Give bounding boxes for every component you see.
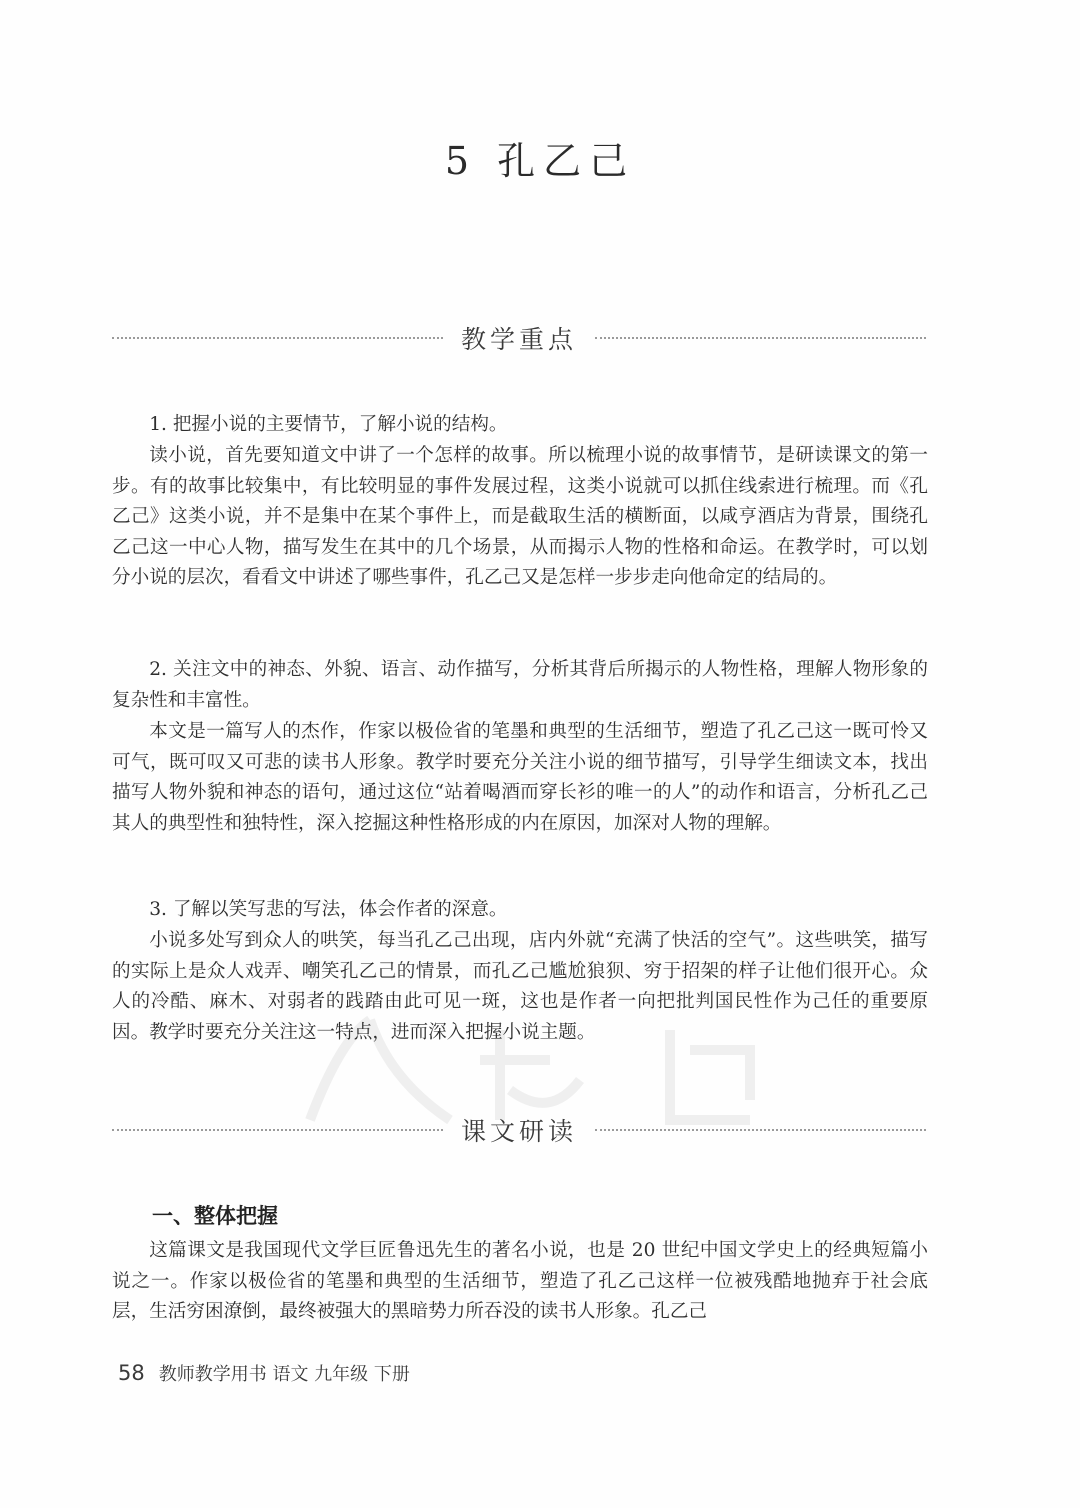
subheading-overall-grasp: 一、整体把握 (152, 1204, 278, 1228)
book-title: 教师教学用书 语文 九年级 下册 (158, 1364, 410, 1385)
section-heading-teaching-focus (112, 318, 926, 358)
study-body: 这篇课文是我国现代文学巨匠鲁迅先生的著名小说，也是 20 世纪中国文学史上的经典短篇小说之一。作家以极俭省的笔墨和典型的生活细节，塑造了孔乙己这样一位被残酷地抛弃于社会底层，生活穷困潦倒，最终被强大的黑暗势力所吞没的读书人形象。孔乙己 (112, 1240, 928, 1323)
focus-point-1-body: 读小说，首先要知道文中讲了一个怎样的故事。所以梳理小说的故事情节，是研读课文的第一步。有的故事比较集中，有比较明显的事件发展过程，这类小说就可以抓住线索进行梳理。而《孔乙己》这类小说，并不是集中在某个事件上，而是截取生活的横断面，以咸亨酒店为背景，围绕孔乙己这一中心人物，描写发生在其中的几个场景，从而揭示人物的性格和命运。在教学时，可以划分小说的层次，看看文中讲述了哪些事件，孔乙己又是怎样一步步走向他命定的结局的。 (112, 445, 928, 589)
dotted-rule-right (595, 1129, 926, 1131)
focus-point-3-title: 3. 了解以笑写悲的写法，体会作者的深意。 (149, 899, 508, 920)
dotted-rule-left (112, 337, 443, 339)
chapter-title: 5 孔乙己 (444, 139, 636, 183)
focus-point-3-body: 小说多处写到众人的哄笑，每当孔乙己出现，店内外就“充满了快活的空气”。这些哄笑，描写的实际上是众人戏弄、嘲笑孔乙己的情景，而孔乙己尴尬狼狈、穷于招架的样子让他们很开心。众人的冷酷、麻木、对弱者的践踏由此可见一斑，这也是作者一向把批判国民性作为己任的重要原因。教学时要充分关注这一特点，进而深入把握小说主题。 (112, 930, 928, 1043)
page-number: 58 (118, 1361, 145, 1385)
focus-point-2-title: 2. 关注文中的神态、外貌、语言、动作描写，分析其背后所揭示的人物性格，理解人物形象的复杂性和丰富性。 (112, 659, 928, 711)
section-heading-text-study (112, 1110, 926, 1150)
focus-point-2-body: 本文是一篇写人的杰作，作家以极俭省的笔墨和典型的生活细节，塑造了孔乙己这一既可怜又可气，既可叹又可悲的读书人形象。教学时要充分关注小说的细节描写，引导学生细读文本，找出描写人物外貌和神态的语句，通过这位“站着喝酒而穿长衫的唯一的人”的动作和语言，分析孔乙己其人的典型性和独特性，深入挖掘这种性格形成的内在原因，加深对人物的理解。 (112, 721, 928, 834)
section-heading-label: 教学重点 (461, 325, 578, 354)
dotted-rule-right (595, 337, 926, 339)
dotted-rule-left (112, 1129, 443, 1131)
focus-point-1-title: 1. 把握小说的主要情节，了解小说的结构。 (149, 414, 508, 435)
page-footer (118, 1360, 410, 1386)
section-heading-label: 课文研读 (461, 1117, 578, 1146)
